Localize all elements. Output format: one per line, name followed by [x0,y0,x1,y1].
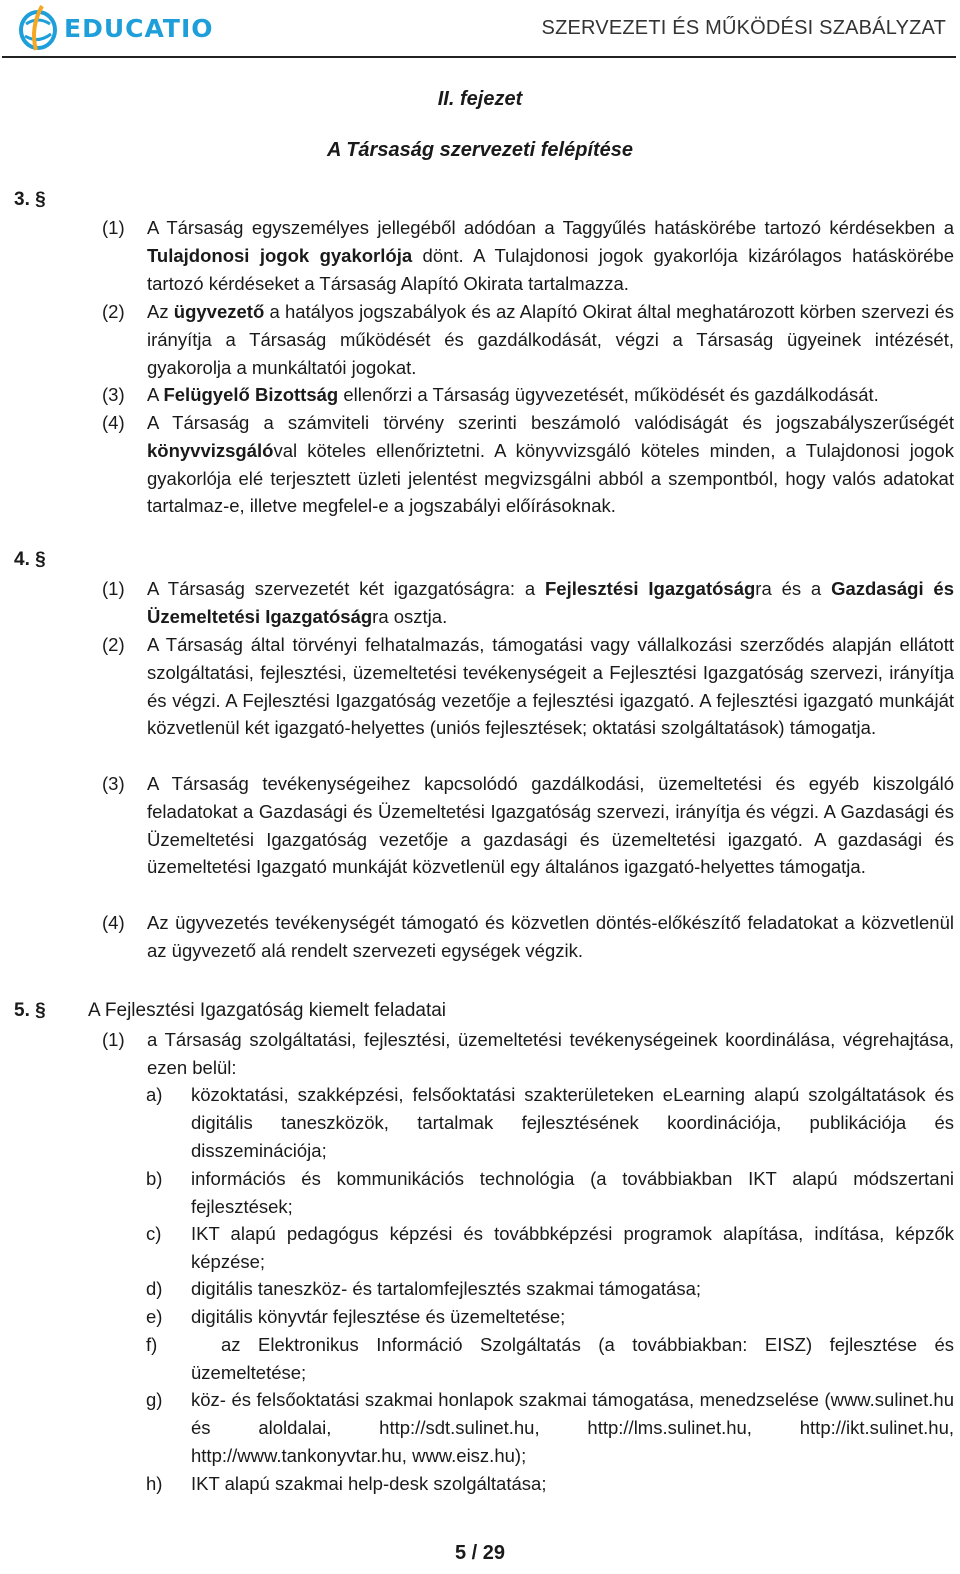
paragraph-text: dönt. A Tulajdonosi jogok gyakorlója kizárólagos hatáskörébe tartozó kérdéseket a Társaság Alapító Okirata tartalmazza. [147,244,954,294]
paragraph-number: (3) [102,384,125,405]
bold-term: könyvvizsgáló [147,439,274,461]
paragraph-text: ellenőrzi a Társaság ügyvezetését, működését és gazdálkodását. [338,384,879,405]
header-divider [2,56,956,58]
paragraph-text: A [147,384,164,405]
list-item-letter: a) [146,1084,163,1105]
paragraph-number: (1) [102,217,125,238]
s5-paragraph-1 [102,1026,954,1082]
paragraph-number: (4) [102,412,125,433]
list-item-text: IKT alapú szakmai help-desk szolgáltatása; [191,1473,547,1494]
list-item-letter: c) [146,1223,162,1244]
bold-term: Gazdasági és Üzemeltetési Igazgatóság [147,578,955,627]
list-item-text: IKT alapú pedagógus képzési és továbbképzési programok alapítása, indítása, képzők képzése; [191,1223,954,1272]
paragraph-text: ra és a [755,578,832,599]
section-5-number: 5. § [14,1000,46,1021]
chapter-title: A Társaság szervezeti felépítése [326,139,634,161]
list-item [146,1386,954,1469]
list-item-text: köz- és felsőoktatási szakmai honlapok szakmai támogatása, menedzselése (www.sulinet.hu és aloldalai, http://sdt.sulinet.hu, http://lms.sulinet.hu, http://ikt.sulinet.hu, http://www.tankonyvtar.hu, www.eisz.hu); [191,1389,954,1466]
paragraph-number: (1) [102,578,125,599]
section-5-title: A Fejlesztési Igazgatóság kiemelt feladatai [88,1000,447,1021]
list-item-text: digitális taneszköz- és tartalomfejlesztés szakmai támogatása; [191,1278,701,1299]
paragraph-text: Az [147,301,174,322]
list-item-letter: d) [146,1278,163,1299]
section-3-number: 3. § [14,189,46,210]
s3-paragraph-4 [102,409,954,520]
list-item [146,1165,954,1221]
paragraph-text: A Társaság szervezetét két igazgatóságra: a [147,578,545,599]
bold-term: ügyvezető [173,301,265,322]
paragraph-text: A Társaság a számviteli törvény szerinti beszámoló valódiságát és jogszabályszerűségét [147,412,954,433]
paragraph-number: (3) [102,773,125,794]
list-item-text: információs és kommunikációs technológia (a továbbiakban IKT alapú módszertani fejlesztések; [191,1168,954,1217]
paragraph-number: (1) [102,1029,125,1050]
bold-term: Fejlesztési Igazgatóság [544,578,756,599]
chapter-number: II. fejezet [437,88,523,110]
educatio-logo [16,4,214,52]
list-item [146,1081,954,1164]
paragraph-number: (2) [102,634,125,655]
list-item-letter: f) [146,1334,158,1355]
paragraph-text: a hatályos jogszabályok és az Alapító Okirat által meghatározott körben szervezi és irányítja a Társaság működését és gazdálkodását, végzi a Társaság ügyeinek intézését, gyakorolja a munkáltatói jogokat. [147,301,954,378]
paragraph-number: (2) [102,301,125,322]
paragraph-text: Az ügyvezetés tevékenységét támogató és közvetlen döntés-előkészítő feladatokat a közvetlenül az ügyvezető alá rendelt szervezeti egységek végzik. [147,912,954,961]
list-item [146,1275,954,1303]
s3-paragraph-1 [102,214,954,297]
globe-logo-icon [16,4,60,52]
page-header [0,0,960,58]
s3-paragraph-2 [102,298,954,381]
logo-text: EDUCATIO [64,13,214,43]
list-item-letter: e) [146,1306,163,1327]
list-item-text: közoktatási, szakképzési, felsőoktatási szakterületeken eLearning alapú szolgáltatások és digitális taneszközök, tartalmak fejlesztésének koordinációja, publikációja és disszeminációja; [191,1084,954,1161]
section-4-number: 4. § [14,549,46,570]
list-item-text: az Elektronikus Információ Szolgáltatás (a továbbiakban: EISZ) fejlesztése és üzemeltetése; [191,1334,954,1383]
list-item [146,1331,954,1387]
s4-paragraph-3 [102,770,954,881]
document-title: SZERVEZETI ÉS MŰKÖDÉSI SZABÁLYZAT [541,17,946,39]
bold-term: Felügyelő Bizottság [163,384,339,405]
list-item [146,1303,954,1331]
page-number-text: 5 / 29 [454,1542,506,1564]
list-item-letter: g) [146,1389,163,1410]
paragraph-text: A Társaság tevékenységeihez kapcsolódó gazdálkodási, üzemeltetési és egyéb kiszolgáló feladatokat a Gazdasági és Üzemeltetési Igazgatóság szervezi, irányítja és végzi. A Gazdasági és Üzemeltetési Igazgatóság vezetője a gazdasági és üzemeltetési igazgató. A gazdasági és üzemeltetési Igazgató munkáját közvetlenül egy általános igazgató-helyettes támogatja. [147,773,954,878]
paragraph-number: (4) [102,912,125,933]
paragraph-text: val köteles ellenőriztetni. A könyvvizsgáló köteles minden, a Tulajdonosi jogok gyakorlója elé terjesztett üzleti jelentést megvizsgálni abból a szempontból, hogy valós adatokat tartalmaz-e, illetve megfelel-e a jogszabályi előírásoknak. [147,439,954,517]
list-item-text: digitális könyvtár fejlesztése és üzemeltetése; [191,1306,566,1327]
paragraph-text: A Társaság által törvényi felhatalmazás, támogatási vagy vállalkozási szerződés alapján ellátott szolgáltatási, fejlesztési, üzemeltetési tevékenységeit a Fejlesztési Igazgatóság szervezi, irányítja és végzi. A Fejlesztési Igazgatóság vezetője a fejlesztési igazgató. A fejlesztési igazgató munkáját közvetlenül két igazgató-helyettes (uniós fejlesztések; oktatási szolgáltatások) támogatja. [147,634,954,739]
paragraph-text: a Társaság szolgáltatási, fejlesztési, üzemeltetési tevékenységeinek koordinálása, végrehajtása, ezen belül: [147,1029,954,1078]
list-item [146,1220,954,1276]
s3-paragraph-3 [102,381,954,409]
list-item-letter: h) [146,1473,163,1494]
page-number [0,1542,960,1565]
s4-paragraph-4 [102,909,954,965]
s4-paragraph-2 [102,631,954,742]
list-item [146,1470,954,1498]
paragraph-text: ra osztja. [372,605,448,627]
list-item-letter: b) [146,1168,163,1189]
s4-paragraph-1 [102,575,954,631]
bold-term: Tulajdonosi jogok gyakorlója [147,244,413,266]
paragraph-text: A Társaság egyszemélyes jellegéből adódóan a Taggyűlés hatáskörébe tartozó kérdésekben a [147,217,954,238]
